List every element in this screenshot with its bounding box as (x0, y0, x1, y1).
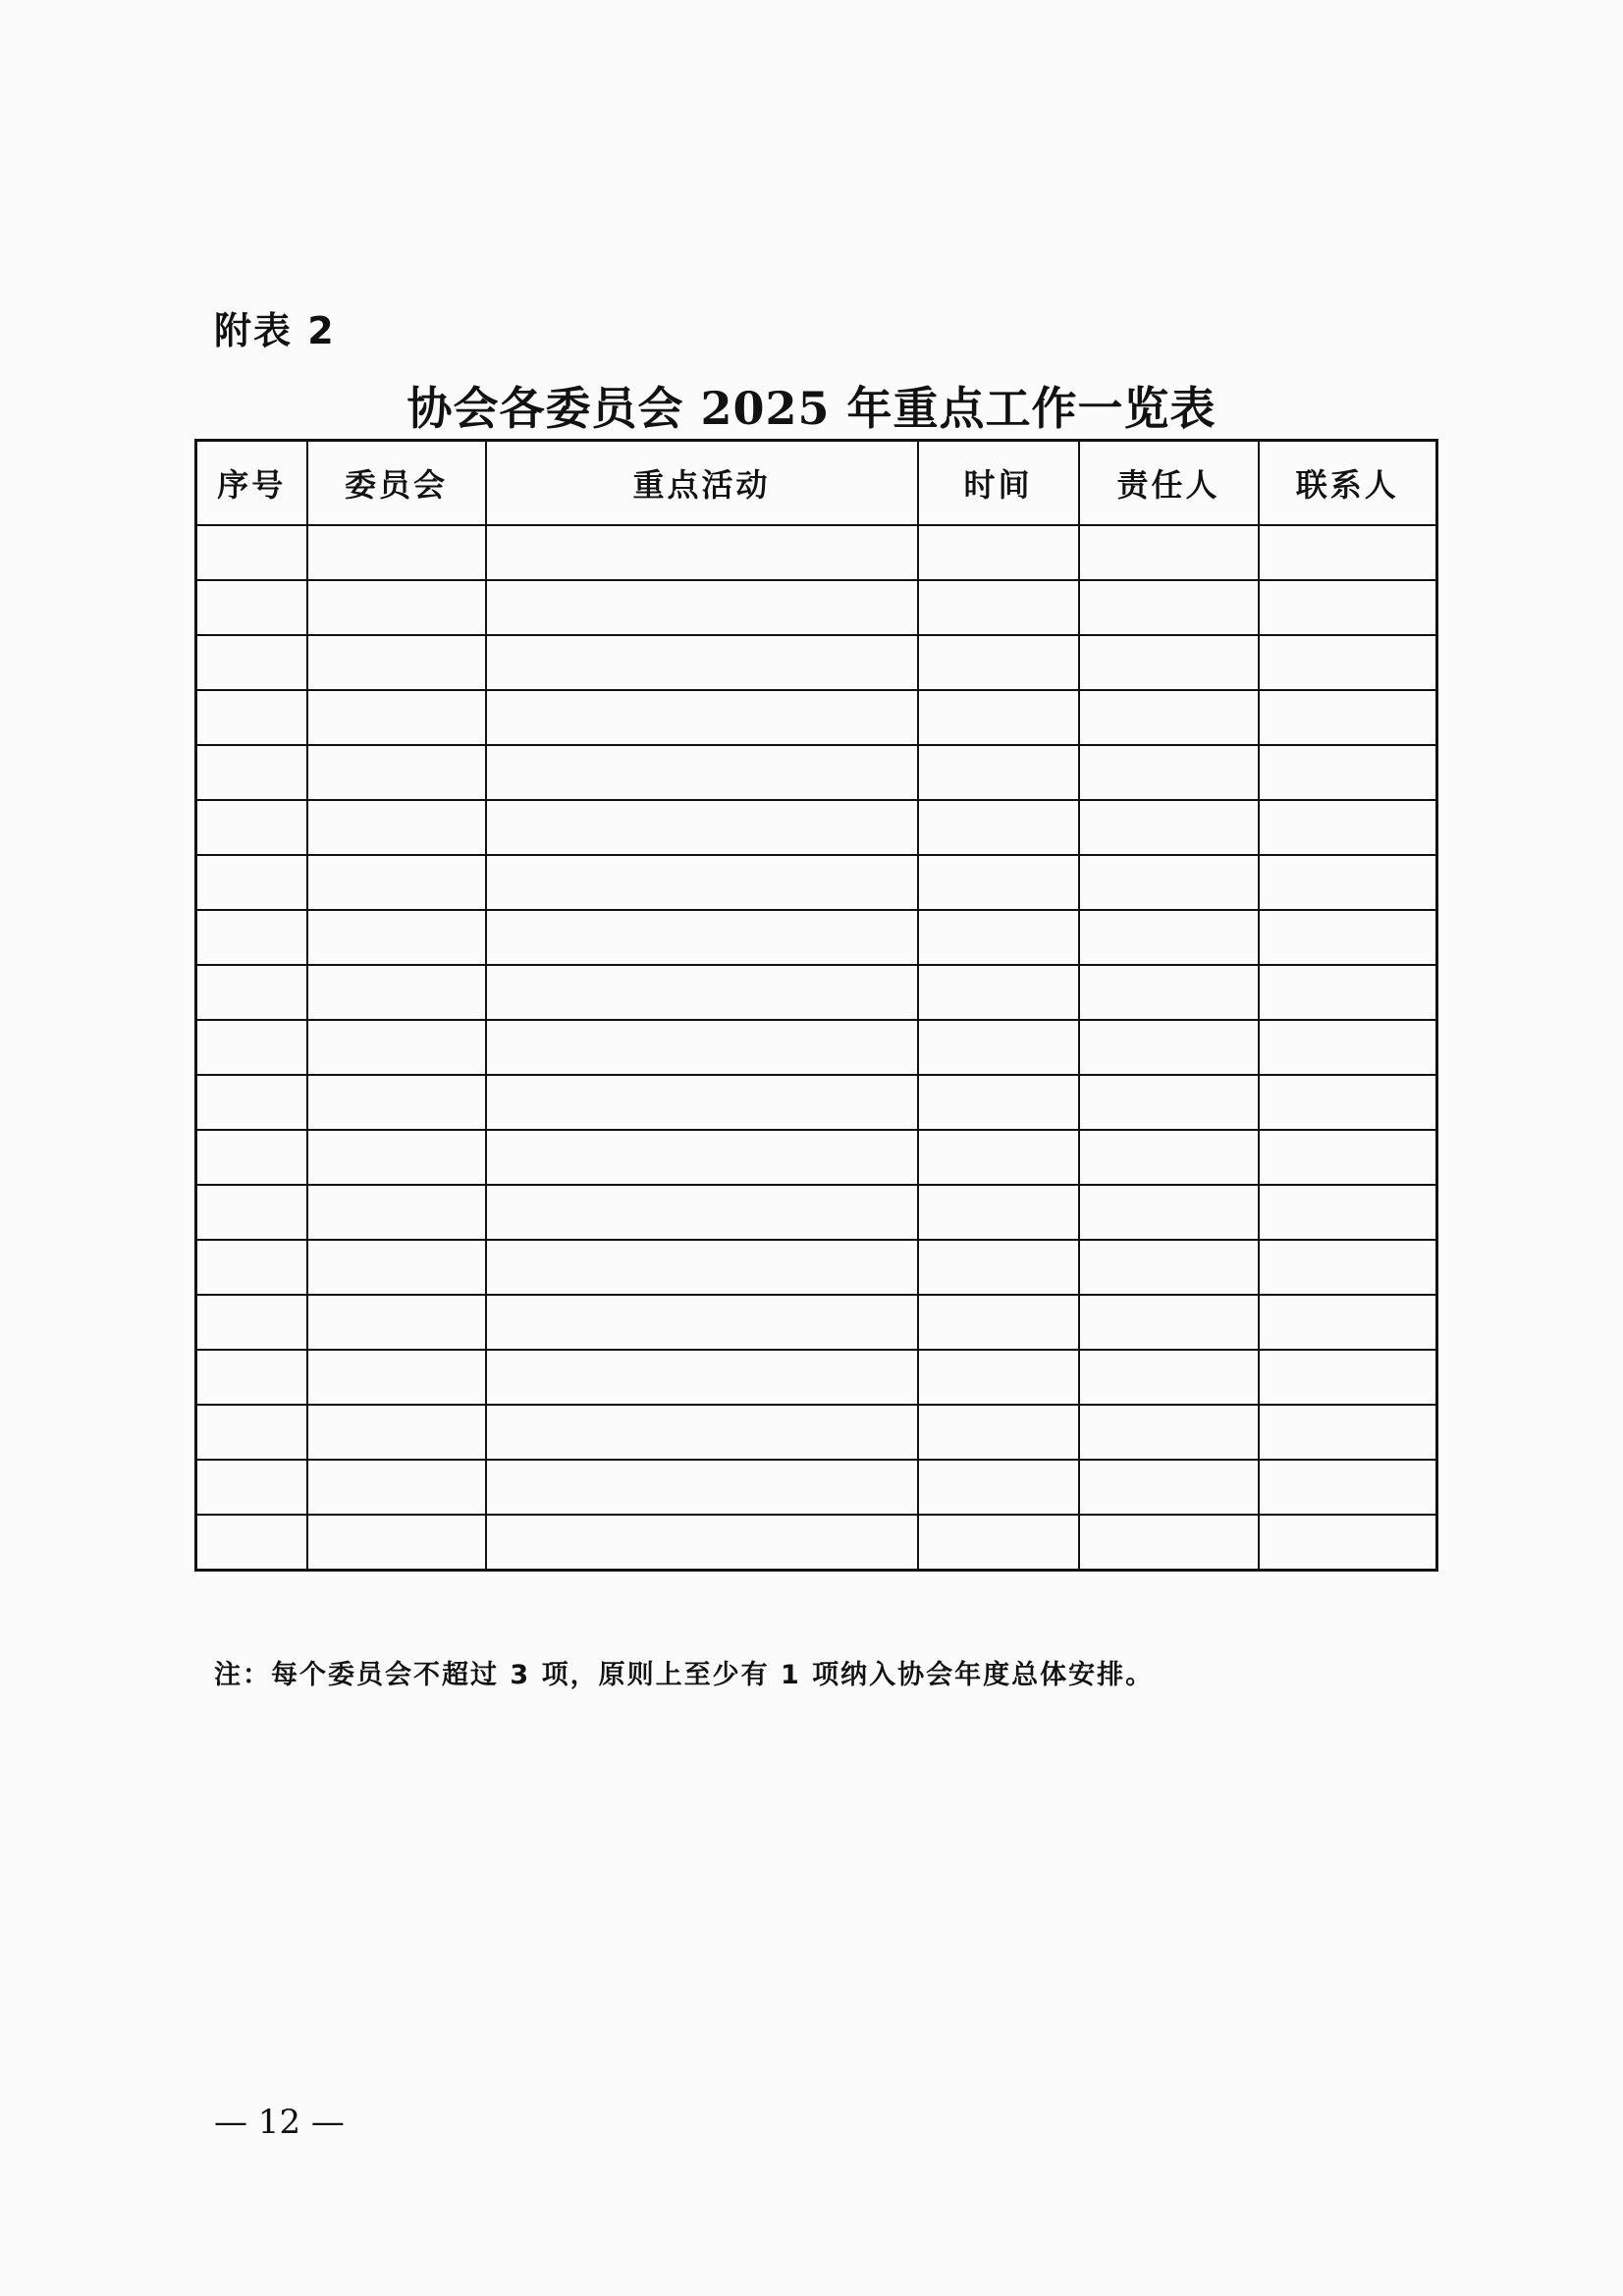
table-cell (196, 1130, 307, 1185)
table-cell (1079, 910, 1259, 965)
header-serial-number: 序号 (196, 441, 307, 526)
table-cell (918, 1295, 1079, 1350)
document-title: 协会各委员会 2025 年重点工作一览表 (406, 382, 1217, 435)
table-cell (918, 635, 1079, 690)
footnote: 注：每个委员会不超过 3 项，原则上至少有 1 项纳入协会年度总体安排。 (214, 1660, 1155, 1690)
table-cell (1079, 800, 1259, 855)
table-row (196, 855, 1437, 910)
table-cell (196, 580, 307, 635)
table-cell (918, 910, 1079, 965)
table-cell (307, 525, 486, 580)
table-cell (918, 1075, 1079, 1130)
table-cell (486, 1130, 918, 1185)
table-cell (1259, 580, 1437, 635)
table-cell (486, 800, 918, 855)
table-cell (307, 965, 486, 1020)
table-cell (1259, 1515, 1437, 1571)
work-plan-table (194, 439, 1438, 1572)
table-cell (196, 1185, 307, 1240)
table-cell (918, 1130, 1079, 1185)
table-cell (307, 635, 486, 690)
table-cell (1259, 690, 1437, 745)
table-cell (307, 1350, 486, 1405)
table-cell (196, 1405, 307, 1460)
table-body (196, 525, 1437, 1571)
table-cell (486, 580, 918, 635)
table-cell (196, 1295, 307, 1350)
table-cell (196, 525, 307, 580)
table-cell (307, 1295, 486, 1350)
table-row (196, 1515, 1437, 1571)
table-cell (196, 1240, 307, 1295)
table-cell (1079, 1130, 1259, 1185)
table-cell (307, 1405, 486, 1460)
table-cell (918, 1020, 1079, 1075)
table-cell (1079, 1240, 1259, 1295)
table-cell (307, 1460, 486, 1515)
table-cell (1259, 635, 1437, 690)
table-cell (1259, 1460, 1437, 1515)
table-row (196, 910, 1437, 965)
table-cell (1079, 1515, 1259, 1571)
table-cell (307, 745, 486, 800)
table-cell (1079, 1405, 1259, 1460)
table-cell (196, 1350, 307, 1405)
table-cell (486, 1350, 918, 1405)
table-cell (307, 1240, 486, 1295)
table-cell (918, 580, 1079, 635)
table-row (196, 1240, 1437, 1295)
table-cell (918, 745, 1079, 800)
table-row (196, 745, 1437, 800)
table-cell (1079, 745, 1259, 800)
table-row (196, 525, 1437, 580)
table-cell (1259, 800, 1437, 855)
table-cell (307, 855, 486, 910)
header-key-activity: 重点活动 (486, 441, 918, 526)
table-cell (486, 1295, 918, 1350)
header-responsible-person: 责任人 (1079, 441, 1259, 526)
table-cell (196, 1460, 307, 1515)
table-cell (307, 1020, 486, 1075)
table-cell (918, 1185, 1079, 1240)
table-cell (196, 635, 307, 690)
table-cell (1079, 965, 1259, 1020)
table-cell (486, 525, 918, 580)
header-contact-person: 联系人 (1259, 441, 1437, 526)
table-cell (1259, 1185, 1437, 1240)
table-cell (486, 910, 918, 965)
table-cell (486, 1020, 918, 1075)
table-cell (1259, 855, 1437, 910)
table-cell (196, 1020, 307, 1075)
table-row (196, 690, 1437, 745)
table-cell (196, 1515, 307, 1571)
table-cell (307, 800, 486, 855)
table-row (196, 1020, 1437, 1075)
table-cell (1079, 1295, 1259, 1350)
table-row (196, 1130, 1437, 1185)
table-cell (486, 1405, 918, 1460)
table-cell (1259, 910, 1437, 965)
table-cell (196, 690, 307, 745)
table-row (196, 1405, 1437, 1460)
table-cell (486, 855, 918, 910)
table-cell (1259, 1075, 1437, 1130)
table-cell (918, 1405, 1079, 1460)
table-cell (918, 1460, 1079, 1515)
table-cell (918, 1240, 1079, 1295)
table-row (196, 1350, 1437, 1405)
table-cell (486, 1075, 918, 1130)
table-header-row (196, 441, 1437, 526)
table-cell (918, 965, 1079, 1020)
table-cell (196, 855, 307, 910)
table-cell (918, 1350, 1079, 1405)
table-cell (307, 1075, 486, 1130)
table-cell (486, 635, 918, 690)
table-cell (1259, 1130, 1437, 1185)
table-cell (307, 1515, 486, 1571)
table-cell (1259, 1405, 1437, 1460)
table-cell (1259, 1295, 1437, 1350)
table-cell (1259, 1350, 1437, 1405)
table-cell (1079, 1020, 1259, 1075)
page-number: — 12 — (214, 2103, 345, 2142)
table-cell (1079, 525, 1259, 580)
table-cell (1079, 1075, 1259, 1130)
table-cell (196, 1075, 307, 1130)
table-row (196, 1460, 1437, 1515)
table-cell (918, 525, 1079, 580)
table-cell (1079, 635, 1259, 690)
table-cell (307, 910, 486, 965)
table-cell (486, 745, 918, 800)
table-row (196, 1075, 1437, 1130)
table-cell (1079, 580, 1259, 635)
table-row (196, 580, 1437, 635)
table-cell (196, 910, 307, 965)
table-cell (1259, 745, 1437, 800)
attachment-label: 附表 2 (214, 309, 336, 352)
table-row (196, 800, 1437, 855)
table-cell (1259, 1240, 1437, 1295)
table-cell (1079, 855, 1259, 910)
table-cell (1079, 690, 1259, 745)
table-cell (486, 965, 918, 1020)
table-cell (307, 580, 486, 635)
table-row (196, 635, 1437, 690)
table-cell (1079, 1350, 1259, 1405)
table-cell (1079, 1185, 1259, 1240)
table-cell (918, 1515, 1079, 1571)
table-cell (918, 690, 1079, 745)
table-cell (486, 1515, 918, 1571)
table-cell (486, 1240, 918, 1295)
table-cell (307, 690, 486, 745)
header-time: 时间 (918, 441, 1079, 526)
table-cell (196, 745, 307, 800)
table-cell (307, 1130, 486, 1185)
table-cell (918, 855, 1079, 910)
table-cell (196, 800, 307, 855)
table-cell (196, 965, 307, 1020)
table-cell (1079, 1460, 1259, 1515)
table-cell (1259, 1020, 1437, 1075)
table-cell (1259, 525, 1437, 580)
header-committee: 委员会 (307, 441, 486, 526)
table-cell (307, 1185, 486, 1240)
table-cell (486, 1460, 918, 1515)
table-cell (918, 800, 1079, 855)
table-cell (486, 690, 918, 745)
table-row (196, 1185, 1437, 1240)
table-row (196, 1295, 1437, 1350)
table-row (196, 965, 1437, 1020)
table-cell (1259, 965, 1437, 1020)
table-cell (486, 1185, 918, 1240)
